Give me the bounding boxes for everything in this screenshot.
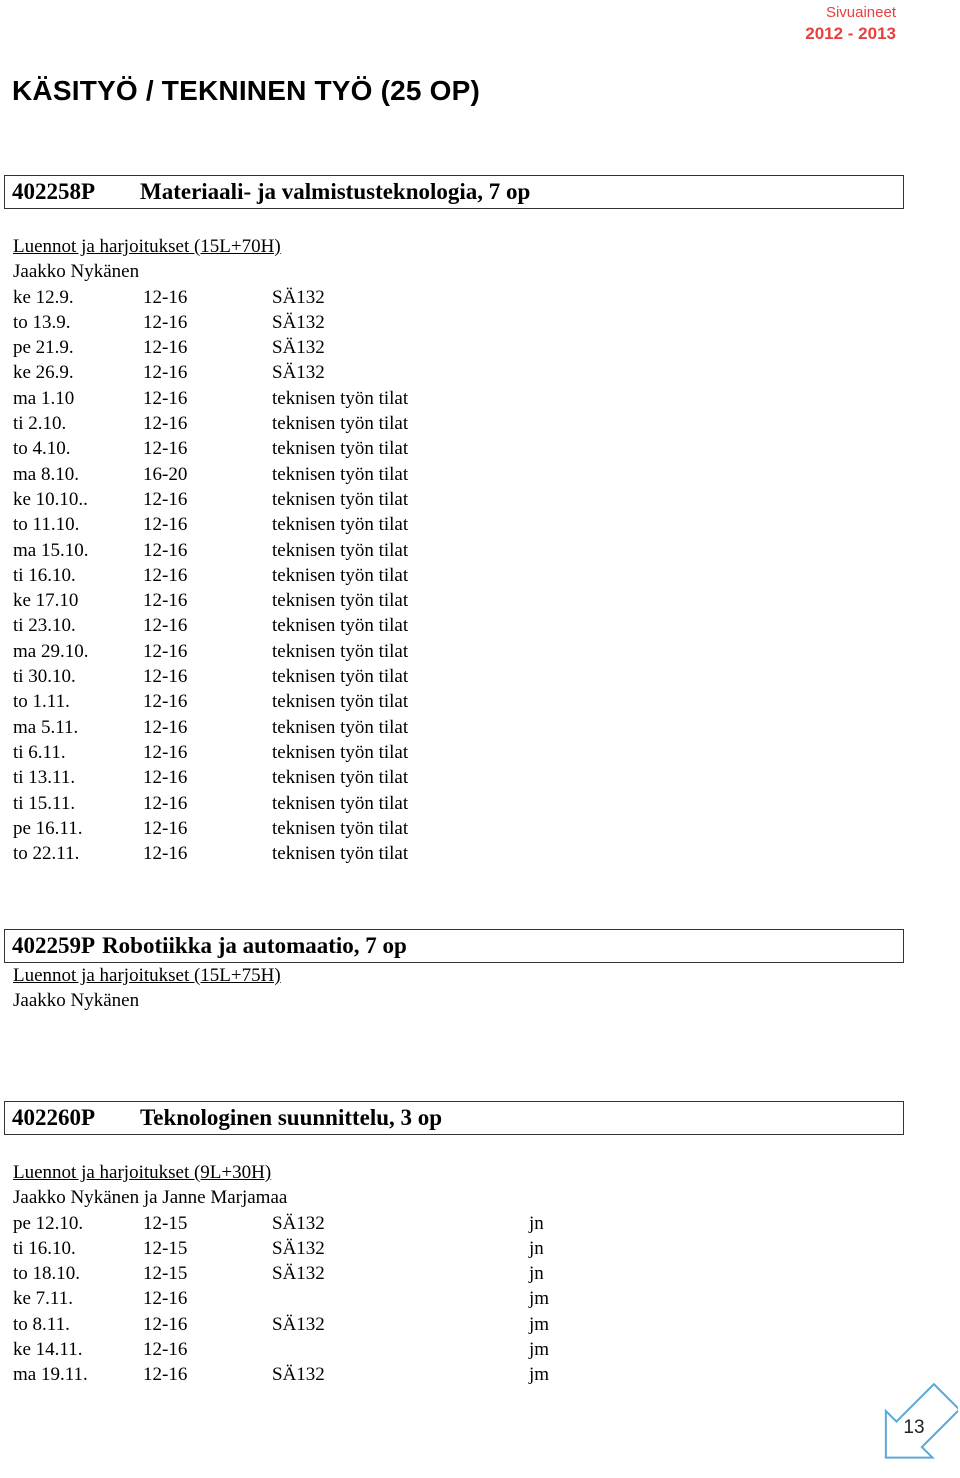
session-row — [13, 1362, 549, 1387]
course-header-402259P — [4, 929, 904, 963]
session-row — [13, 538, 529, 563]
session-time: 12-16 — [143, 843, 188, 865]
session-day: ti 6.11. — [13, 741, 66, 763]
session-row — [13, 689, 529, 714]
header-label: Sivuaineet — [825, 4, 896, 21]
session-day: ke 7.11. — [13, 1288, 73, 1310]
session-list — [13, 1211, 549, 1388]
session-time: 12-16 — [143, 514, 188, 536]
session-room: teknisen työn tilat — [272, 640, 409, 662]
session-room: teknisen työn tilat — [272, 691, 409, 713]
session-row — [13, 664, 529, 689]
session-row — [13, 310, 529, 335]
session-room: teknisen työn tilat — [272, 514, 409, 536]
session-time: 12-16 — [143, 564, 188, 586]
session-row — [13, 1337, 549, 1362]
session-row — [13, 1312, 549, 1337]
session-room: teknisen työn tilat — [272, 817, 409, 839]
session-time: 12-16 — [143, 387, 188, 409]
session-time: 12-15 — [143, 1237, 188, 1259]
course-teacher: Jaakko Nykänen ja Janne Marjamaa — [13, 1187, 288, 1209]
session-room: teknisen työn tilat — [272, 792, 409, 814]
session-time: 12-16 — [143, 1364, 188, 1386]
session-time: 12-16 — [143, 311, 188, 333]
session-room: teknisen työn tilat — [272, 488, 409, 510]
session-room: SÄ132 — [272, 311, 325, 333]
course-title: Materiaali- ja valmistusteknologia, 7 op — [140, 179, 531, 204]
session-row — [13, 1261, 549, 1286]
session-teacher: jm — [529, 1313, 550, 1335]
document-header — [805, 2, 896, 44]
session-room — [272, 1286, 529, 1311]
session-room: SÄ132 — [272, 362, 325, 384]
session-row — [13, 816, 529, 841]
session-row — [13, 411, 529, 436]
session-teacher: jn — [529, 1212, 544, 1234]
session-time: 12-16 — [143, 640, 188, 662]
session-time: 12-16 — [143, 767, 188, 789]
session-day: ti 30.10. — [13, 666, 76, 688]
course-section-402258P — [13, 234, 529, 866]
session-day: to 8.11. — [13, 1313, 70, 1335]
session-row — [13, 639, 529, 664]
session-day: ti 16.10. — [13, 564, 76, 586]
session-day: ma 15.10. — [13, 539, 89, 561]
session-time: 12-16 — [143, 1339, 188, 1361]
session-room: teknisen työn tilat — [272, 387, 409, 409]
session-time: 16-20 — [143, 463, 188, 485]
course-section-402259P — [13, 963, 281, 1014]
page-title: KÄSITYÖ / TEKNINEN TYÖ (25 OP) — [12, 75, 481, 106]
course-section-402260P — [13, 1160, 549, 1388]
course-code: 402259P — [12, 933, 96, 958]
session-day: to 11.10. — [13, 514, 80, 536]
session-row — [13, 487, 529, 512]
session-teacher: jm — [529, 1364, 550, 1386]
session-day: to 1.11. — [13, 691, 70, 713]
session-row — [13, 1211, 549, 1236]
session-room: teknisen työn tilat — [272, 843, 409, 865]
session-day: ke 12.9. — [13, 286, 74, 308]
session-room: teknisen työn tilat — [272, 438, 409, 460]
course-header-402260P — [4, 1101, 904, 1135]
session-room: teknisen työn tilat — [272, 590, 409, 612]
session-row — [13, 360, 529, 385]
session-time: 12-16 — [143, 488, 188, 510]
session-room: teknisen työn tilat — [272, 539, 409, 561]
session-room — [272, 1337, 529, 1362]
session-time: 12-16 — [143, 438, 188, 460]
session-row — [13, 335, 529, 360]
session-room: SÄ132 — [272, 1263, 325, 1285]
session-day: ke 26.9. — [13, 362, 74, 384]
section-heading: Luennot ja harjoitukset (15L+70H) — [13, 236, 281, 257]
section-heading: Luennot ja harjoitukset (15L+75H) — [13, 965, 281, 986]
session-row — [13, 841, 529, 866]
session-time: 12-16 — [143, 590, 188, 612]
session-row — [13, 613, 529, 638]
course-header-402258P — [4, 175, 904, 209]
course-code: 402258P — [12, 179, 96, 204]
session-day: to 22.11. — [13, 843, 80, 865]
session-day: ke 10.10.. — [13, 488, 88, 510]
session-day: pe 12.10. — [13, 1212, 84, 1234]
session-room: teknisen työn tilat — [272, 666, 409, 688]
session-teacher: jm — [529, 1339, 550, 1361]
session-row — [13, 765, 529, 790]
session-day: to 18.10. — [13, 1263, 81, 1285]
session-row — [13, 563, 529, 588]
course-title: Robotiikka ja automaatio, 7 op — [102, 933, 407, 958]
session-room: teknisen työn tilat — [272, 463, 409, 485]
session-day: ke 17.10 — [13, 590, 79, 612]
session-room: SÄ132 — [272, 1212, 325, 1234]
session-day: ma 1.10 — [13, 387, 75, 409]
session-day: ma 5.11. — [13, 716, 79, 738]
course-teacher: Jaakko Nykänen — [13, 261, 140, 283]
session-time: 12-16 — [143, 362, 188, 384]
session-time: 12-15 — [143, 1263, 188, 1285]
session-time: 12-16 — [143, 1288, 188, 1310]
session-time: 12-16 — [143, 615, 188, 637]
session-time: 12-16 — [143, 286, 188, 308]
page-number: 13 — [903, 1417, 925, 1438]
course-teacher: Jaakko Nykänen — [13, 990, 140, 1012]
session-day: ma 19.11. — [13, 1364, 88, 1386]
session-row — [13, 740, 529, 765]
session-time: 12-16 — [143, 1313, 188, 1335]
session-time: 12-16 — [143, 716, 188, 738]
session-row — [13, 588, 529, 613]
session-time: 12-16 — [143, 539, 188, 561]
session-room: SÄ132 — [272, 1364, 325, 1386]
session-room: SÄ132 — [272, 286, 325, 308]
course-title: Teknologinen suunnittelu, 3 op — [140, 1105, 443, 1130]
session-day: pe 21.9. — [13, 337, 74, 359]
session-room: SÄ132 — [272, 1237, 325, 1259]
session-row — [13, 715, 529, 740]
session-room: teknisen työn tilat — [272, 564, 409, 586]
session-room: SÄ132 — [272, 1313, 325, 1335]
session-time: 12-16 — [143, 741, 188, 763]
session-day: ti 15.11. — [13, 792, 76, 814]
session-room: teknisen työn tilat — [272, 716, 409, 738]
session-day: to 13.9. — [13, 311, 71, 333]
session-room: SÄ132 — [272, 337, 325, 359]
session-teacher: jn — [529, 1263, 544, 1285]
session-row — [13, 791, 529, 816]
session-time: 12-16 — [143, 817, 188, 839]
session-time: 12-16 — [143, 691, 188, 713]
session-teacher: jm — [529, 1288, 550, 1310]
session-day: ti 2.10. — [13, 413, 67, 435]
session-room: teknisen työn tilat — [272, 413, 409, 435]
session-day: to 4.10. — [13, 438, 71, 460]
session-row — [13, 436, 529, 461]
session-room: teknisen työn tilat — [272, 741, 409, 763]
session-day: ma 8.10. — [13, 463, 79, 485]
page-number-badge — [866, 1383, 958, 1473]
session-row — [13, 1236, 549, 1261]
session-time: 12-16 — [143, 792, 188, 814]
section-heading: Luennot ja harjoitukset (9L+30H) — [13, 1162, 272, 1183]
session-teacher: jn — [529, 1237, 544, 1259]
session-day: ma 29.10. — [13, 640, 89, 662]
session-day: ti 16.10. — [13, 1237, 76, 1259]
session-time: 12-16 — [143, 413, 188, 435]
session-row — [13, 285, 529, 310]
session-day: ti 23.10. — [13, 615, 76, 637]
course-code: 402260P — [12, 1105, 96, 1130]
session-room: teknisen työn tilat — [272, 615, 409, 637]
session-day: ke 14.11. — [13, 1339, 83, 1361]
session-list — [13, 285, 529, 867]
session-time: 12-16 — [143, 666, 188, 688]
session-row — [13, 512, 529, 537]
session-day: ti 13.11. — [13, 767, 76, 789]
session-room: teknisen työn tilat — [272, 767, 409, 789]
session-row — [13, 1286, 549, 1311]
session-row — [13, 386, 529, 411]
session-row — [13, 462, 529, 487]
header-year: 2012 - 2013 — [805, 24, 896, 43]
session-time: 12-16 — [143, 337, 188, 359]
session-day: pe 16.11. — [13, 817, 83, 839]
session-time: 12-15 — [143, 1212, 188, 1234]
